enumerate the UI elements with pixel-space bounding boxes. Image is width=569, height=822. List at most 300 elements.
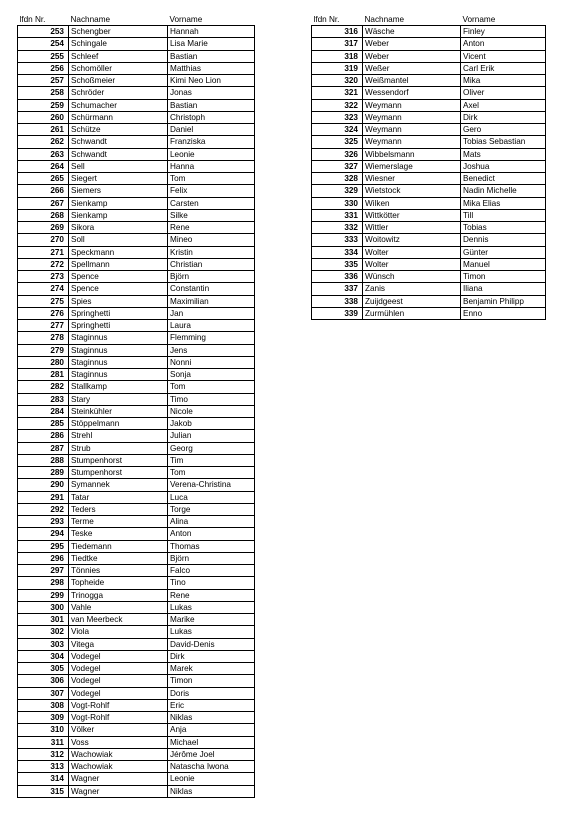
row-nachname: Speckmann — [69, 246, 168, 258]
row-number: 275 — [18, 295, 69, 307]
row-number: 331 — [312, 209, 363, 221]
row-number: 260 — [18, 111, 69, 123]
row-nachname: Stumpenhorst — [69, 467, 168, 479]
row-vorname: Axel — [461, 99, 546, 111]
row-nachname: Wolter — [363, 258, 461, 270]
table-row — [312, 75, 546, 87]
row-nachname: Stary — [69, 393, 168, 405]
row-nachname: Vogt-Rohlf — [69, 699, 168, 711]
row-vorname: Bastian — [168, 50, 255, 62]
row-vorname: Hanna — [168, 160, 255, 172]
row-number: 266 — [18, 185, 69, 197]
row-number: 294 — [18, 528, 69, 540]
table-row — [18, 479, 255, 491]
row-number: 279 — [18, 344, 69, 356]
table-row — [18, 565, 255, 577]
row-vorname: Vicent — [461, 50, 546, 62]
row-number: 258 — [18, 87, 69, 99]
table-row — [18, 405, 255, 417]
table-row — [18, 736, 255, 748]
row-nachname: Vodegel — [69, 663, 168, 675]
row-vorname: Tino — [168, 577, 255, 589]
row-nachname: Stumpenhorst — [69, 454, 168, 466]
row-vorname: Leonie — [168, 773, 255, 785]
row-nachname: Siemers — [69, 185, 168, 197]
header-nachname: Nachname — [70, 15, 111, 24]
right-name-table-block — [311, 14, 546, 320]
row-vorname: Enno — [461, 307, 546, 319]
row-vorname: Christoph — [168, 111, 255, 123]
row-number: 271 — [18, 246, 69, 258]
row-number: 326 — [312, 148, 363, 160]
table-row — [18, 675, 255, 687]
row-vorname: Björn — [168, 271, 255, 283]
row-number: 311 — [18, 736, 69, 748]
row-vorname: Hannah — [168, 26, 255, 38]
table-row — [18, 87, 255, 99]
table-row — [18, 136, 255, 148]
table-row — [18, 99, 255, 111]
row-number: 283 — [18, 393, 69, 405]
row-nachname: Tönnies — [69, 565, 168, 577]
row-nachname: Schumacher — [69, 99, 168, 111]
table-row — [18, 601, 255, 613]
table-row — [18, 173, 255, 185]
row-number: 325 — [312, 136, 363, 148]
table-row — [18, 540, 255, 552]
row-number: 315 — [18, 785, 69, 797]
row-nachname: Schingale — [69, 38, 168, 50]
row-vorname: Jérôme Joel — [168, 748, 255, 760]
row-vorname: Eric — [168, 699, 255, 711]
row-nachname: Wünsch — [363, 271, 461, 283]
row-number: 330 — [312, 197, 363, 209]
table-row — [312, 62, 546, 74]
row-number: 261 — [18, 124, 69, 136]
left-name-table — [17, 14, 255, 798]
row-vorname: Matthias — [168, 62, 255, 74]
table-row — [18, 528, 255, 540]
row-number: 335 — [312, 258, 363, 270]
table-row — [312, 197, 546, 209]
row-number: 265 — [18, 173, 69, 185]
row-number: 328 — [312, 173, 363, 185]
row-vorname: Leonie — [168, 148, 255, 160]
row-nachname: Schröder — [69, 87, 168, 99]
table-row — [312, 185, 546, 197]
row-nachname: Sikora — [69, 222, 168, 234]
row-nachname: Terme — [69, 516, 168, 528]
row-nachname: Weber — [363, 38, 461, 50]
row-nachname: Stallkamp — [69, 381, 168, 393]
row-nachname: Wiemerslage — [363, 160, 461, 172]
row-vorname: Tom — [168, 173, 255, 185]
table-row — [312, 160, 546, 172]
row-vorname: Luca — [168, 491, 255, 503]
row-nachname: Wolter — [363, 246, 461, 258]
row-vorname: Tom — [168, 381, 255, 393]
row-number: 281 — [18, 369, 69, 381]
table-row — [312, 87, 546, 99]
row-nachname: Weßer — [363, 62, 461, 74]
row-nachname: Schoßmeier — [69, 75, 168, 87]
row-nachname: Vodegel — [69, 687, 168, 699]
table-row — [312, 148, 546, 160]
row-vorname: Iliana — [461, 283, 546, 295]
row-nachname: Wibbelsmann — [363, 148, 461, 160]
table-row — [312, 99, 546, 111]
row-nachname: Teske — [69, 528, 168, 540]
row-number: 300 — [18, 601, 69, 613]
row-vorname: Dirk — [168, 650, 255, 662]
row-number: 262 — [18, 136, 69, 148]
table-row — [18, 332, 255, 344]
table-row — [312, 295, 546, 307]
row-nachname: Weißmantel — [363, 75, 461, 87]
row-vorname: Niklas — [168, 712, 255, 724]
row-number: 292 — [18, 503, 69, 515]
row-nachname: Wachowiak — [69, 748, 168, 760]
table-row — [312, 283, 546, 295]
row-number: 284 — [18, 405, 69, 417]
row-vorname: Till — [461, 209, 546, 221]
row-number: 317 — [312, 38, 363, 50]
table-row — [18, 785, 255, 797]
row-vorname: Nadin Michelle — [461, 185, 546, 197]
table-row — [18, 234, 255, 246]
row-nachname: Strehl — [69, 430, 168, 442]
row-number: 336 — [312, 271, 363, 283]
row-number: 290 — [18, 479, 69, 491]
row-number: 289 — [18, 467, 69, 479]
row-vorname: Mika — [461, 75, 546, 87]
row-number: 319 — [312, 62, 363, 74]
row-number: 296 — [18, 552, 69, 564]
table-row — [312, 258, 546, 270]
row-vorname: Natascha Iwona — [168, 761, 255, 773]
row-vorname: Lukas — [168, 626, 255, 638]
header-row — [18, 14, 255, 26]
row-nachname: Spies — [69, 295, 168, 307]
row-number: 313 — [18, 761, 69, 773]
row-nachname: Wittler — [363, 222, 461, 234]
row-vorname: Daniel — [168, 124, 255, 136]
row-nachname: Schwandt — [69, 148, 168, 160]
row-number: 303 — [18, 638, 69, 650]
row-vorname: Maximilian — [168, 295, 255, 307]
table-row — [18, 124, 255, 136]
table-row — [312, 222, 546, 234]
row-vorname: Bastian — [168, 99, 255, 111]
row-number: 302 — [18, 626, 69, 638]
row-number: 288 — [18, 454, 69, 466]
row-nachname: Tiedtke — [69, 552, 168, 564]
row-number: 322 — [312, 99, 363, 111]
row-vorname: Julian — [168, 430, 255, 442]
row-nachname: Weymann — [363, 111, 461, 123]
table-row — [18, 418, 255, 430]
row-number: 310 — [18, 724, 69, 736]
row-number: 277 — [18, 320, 69, 332]
row-number: 256 — [18, 62, 69, 74]
row-vorname: Carl Erik — [461, 62, 546, 74]
row-number: 282 — [18, 381, 69, 393]
row-nachname: Vodegel — [69, 675, 168, 687]
table-row — [18, 50, 255, 62]
row-nachname: Springhetti — [69, 320, 168, 332]
row-nachname: Soll — [69, 234, 168, 246]
row-vorname: Timon — [168, 675, 255, 687]
table-row — [18, 356, 255, 368]
row-vorname: Dirk — [461, 111, 546, 123]
row-vorname: Falco — [168, 565, 255, 577]
table-row — [18, 246, 255, 258]
row-vorname: Mineo — [168, 234, 255, 246]
row-number: 253 — [18, 26, 69, 38]
table-row — [18, 467, 255, 479]
row-number: 320 — [312, 75, 363, 87]
row-number: 304 — [18, 650, 69, 662]
row-vorname: Carsten — [168, 197, 255, 209]
right-name-table — [311, 14, 546, 320]
table-row — [18, 393, 255, 405]
row-nachname: Zanis — [363, 283, 461, 295]
row-number: 268 — [18, 209, 69, 221]
table-row — [18, 491, 255, 503]
row-nachname: Weymann — [363, 124, 461, 136]
row-number: 333 — [312, 234, 363, 246]
row-vorname: Michael — [168, 736, 255, 748]
table-row — [18, 320, 255, 332]
row-vorname: Anton — [461, 38, 546, 50]
row-number: 337 — [312, 283, 363, 295]
row-number: 308 — [18, 699, 69, 711]
table-row — [18, 663, 255, 675]
row-vorname: Kristin — [168, 246, 255, 258]
table-row — [18, 197, 255, 209]
table-row — [18, 38, 255, 50]
header-nr: lfdn Nr. — [19, 15, 46, 24]
table-row — [18, 26, 255, 38]
row-vorname: Jonas — [168, 87, 255, 99]
row-vorname: Oliver — [461, 87, 546, 99]
row-vorname: Marike — [168, 614, 255, 626]
row-vorname: Doris — [168, 687, 255, 699]
row-nachname: Wagner — [69, 773, 168, 785]
row-vorname: Flemming — [168, 332, 255, 344]
row-number: 327 — [312, 160, 363, 172]
row-vorname: Rene — [168, 222, 255, 234]
row-nachname: Woitowitz — [363, 234, 461, 246]
row-number: 270 — [18, 234, 69, 246]
row-nachname: Vodegel — [69, 650, 168, 662]
row-number: 276 — [18, 307, 69, 319]
table-row — [18, 589, 255, 601]
table-row — [18, 222, 255, 234]
row-number: 298 — [18, 577, 69, 589]
row-nachname: Spellmann — [69, 258, 168, 270]
row-number: 314 — [18, 773, 69, 785]
row-vorname: Laura — [168, 320, 255, 332]
row-number: 299 — [18, 589, 69, 601]
row-number: 316 — [312, 26, 363, 38]
table-row — [18, 111, 255, 123]
row-nachname: Siegert — [69, 173, 168, 185]
row-vorname: Benedict — [461, 173, 546, 185]
table-row — [18, 638, 255, 650]
row-vorname: Alina — [168, 516, 255, 528]
table-row — [18, 283, 255, 295]
table-row — [312, 246, 546, 258]
row-vorname: Nicole — [168, 405, 255, 417]
row-number: 278 — [18, 332, 69, 344]
row-nachname: Steinkühler — [69, 405, 168, 417]
table-row — [312, 26, 546, 38]
table-row — [18, 148, 255, 160]
row-number: 257 — [18, 75, 69, 87]
row-nachname: Spence — [69, 271, 168, 283]
row-number: 305 — [18, 663, 69, 675]
table-row — [18, 75, 255, 87]
row-nachname: Sienkamp — [69, 209, 168, 221]
table-row — [18, 381, 255, 393]
row-nachname: Wiesner — [363, 173, 461, 185]
row-vorname: Anton — [168, 528, 255, 540]
row-number: 255 — [18, 50, 69, 62]
row-vorname: Lukas — [168, 601, 255, 613]
row-nachname: Schwandt — [69, 136, 168, 148]
table-row — [312, 307, 546, 319]
row-nachname: Voss — [69, 736, 168, 748]
row-nachname: Tiedemann — [69, 540, 168, 552]
row-nachname: Trinogga — [69, 589, 168, 601]
row-nachname: Topheide — [69, 577, 168, 589]
row-vorname: Benjamin Philipp — [461, 295, 546, 307]
row-vorname: Silke — [168, 209, 255, 221]
table-row — [18, 712, 255, 724]
table-row — [312, 209, 546, 221]
row-number: 263 — [18, 148, 69, 160]
left-table-body — [18, 26, 255, 798]
table-row — [312, 50, 546, 62]
table-row — [18, 699, 255, 711]
row-number: 273 — [18, 271, 69, 283]
row-vorname: Gero — [461, 124, 546, 136]
row-nachname: Wilken — [363, 197, 461, 209]
row-vorname: Sonja — [168, 369, 255, 381]
row-number: 318 — [312, 50, 363, 62]
row-vorname: Manuel — [461, 258, 546, 270]
row-nachname: Staginnus — [69, 332, 168, 344]
row-number: 267 — [18, 197, 69, 209]
row-nachname: Wietstock — [363, 185, 461, 197]
left-name-table-block — [17, 14, 255, 798]
table-row — [18, 430, 255, 442]
row-number: 338 — [312, 295, 363, 307]
row-number: 264 — [18, 160, 69, 172]
row-number: 285 — [18, 418, 69, 430]
header-nachname: Nachname — [364, 15, 405, 24]
row-number: 321 — [312, 87, 363, 99]
row-vorname: Constantin — [168, 283, 255, 295]
row-vorname: Nonni — [168, 356, 255, 368]
row-nachname: Symannek — [69, 479, 168, 491]
table-row — [18, 271, 255, 283]
row-nachname: Staginnus — [69, 369, 168, 381]
row-number: 301 — [18, 614, 69, 626]
row-vorname: Thomas — [168, 540, 255, 552]
row-nachname: Staginnus — [69, 356, 168, 368]
row-nachname: Strub — [69, 442, 168, 454]
row-nachname: Staginnus — [69, 344, 168, 356]
row-number: 332 — [312, 222, 363, 234]
row-nachname: Spence — [69, 283, 168, 295]
row-vorname: Timo — [168, 393, 255, 405]
row-vorname: Tim — [168, 454, 255, 466]
row-vorname: Dennis — [461, 234, 546, 246]
row-nachname: Tatar — [69, 491, 168, 503]
table-row — [18, 773, 255, 785]
row-vorname: Marek — [168, 663, 255, 675]
table-row — [18, 258, 255, 270]
row-number: 291 — [18, 491, 69, 503]
row-vorname: Anja — [168, 724, 255, 736]
row-vorname: Georg — [168, 442, 255, 454]
row-nachname: Schengber — [69, 26, 168, 38]
row-number: 269 — [18, 222, 69, 234]
row-vorname: Verena-Christina — [168, 479, 255, 491]
row-vorname: Mika Elias — [461, 197, 546, 209]
row-number: 329 — [312, 185, 363, 197]
table-row — [18, 185, 255, 197]
row-vorname: Felix — [168, 185, 255, 197]
table-row — [18, 626, 255, 638]
row-vorname: Günter — [461, 246, 546, 258]
table-row — [312, 38, 546, 50]
table-row — [18, 62, 255, 74]
row-vorname: Finley — [461, 26, 546, 38]
row-nachname: Weymann — [363, 136, 461, 148]
table-row — [18, 761, 255, 773]
row-nachname: Schomöller — [69, 62, 168, 74]
header-row — [312, 14, 546, 26]
table-row — [18, 454, 255, 466]
row-vorname: Christian — [168, 258, 255, 270]
row-nachname: Vahle — [69, 601, 168, 613]
row-number: 286 — [18, 430, 69, 442]
table-row — [18, 369, 255, 381]
table-row — [18, 552, 255, 564]
table-row — [18, 344, 255, 356]
row-number: 309 — [18, 712, 69, 724]
row-number: 254 — [18, 38, 69, 50]
row-nachname: Wachowiak — [69, 761, 168, 773]
table-row — [18, 160, 255, 172]
table-row — [18, 209, 255, 221]
row-nachname: Wessendorf — [363, 87, 461, 99]
row-number: 280 — [18, 356, 69, 368]
row-number: 307 — [18, 687, 69, 699]
row-vorname: Franziska — [168, 136, 255, 148]
table-row — [18, 614, 255, 626]
table-row — [18, 748, 255, 760]
table-row — [312, 124, 546, 136]
row-vorname: Lisa Marie — [168, 38, 255, 50]
row-nachname: Wäsche — [363, 26, 461, 38]
row-number: 339 — [312, 307, 363, 319]
row-nachname: Wagner — [69, 785, 168, 797]
row-number: 272 — [18, 258, 69, 270]
